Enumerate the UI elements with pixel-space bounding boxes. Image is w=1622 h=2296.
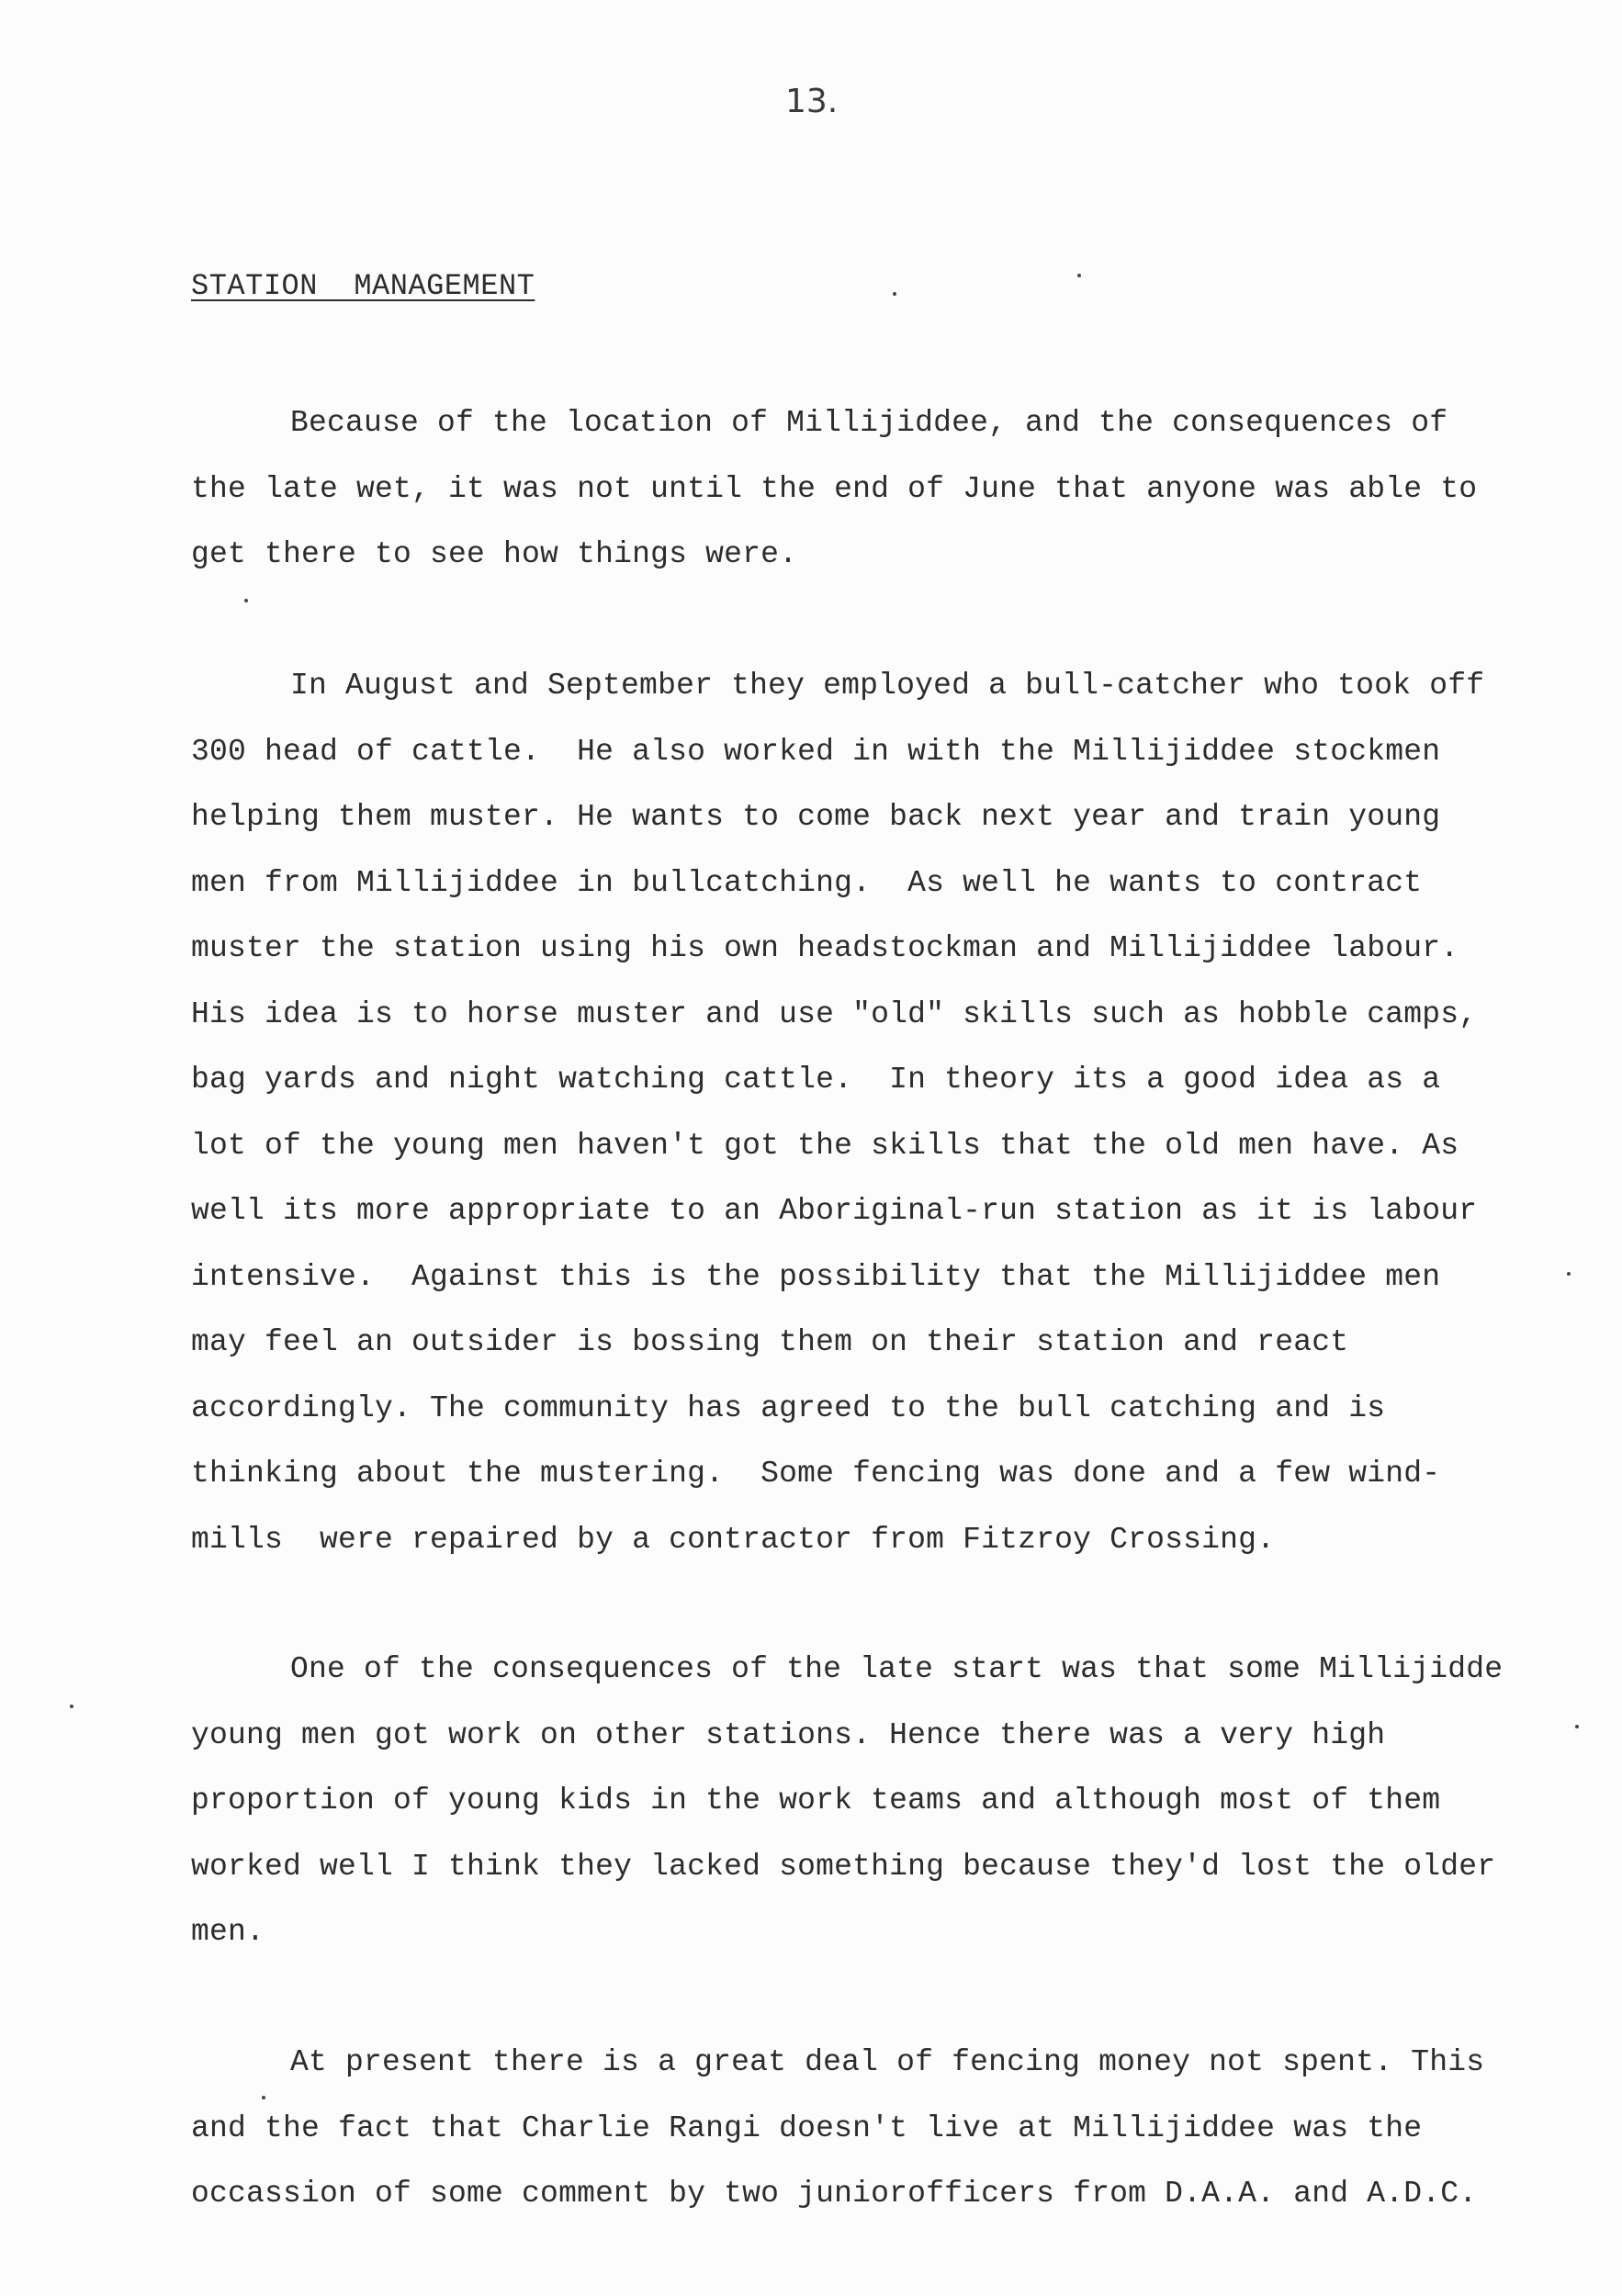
text-line: bag yards and night watching cattle. In theory its a good idea as a [191, 1063, 1441, 1097]
text-line: intensive. Against this is the possibility that the Millijiddee men [191, 1259, 1441, 1294]
scan-speck [1077, 274, 1081, 277]
text-line: proportion of young kids in the work teams and although most of them [191, 1784, 1441, 1818]
text-line: young men got work on other stations. Hence there was a very high [191, 1717, 1386, 1752]
text-line: 300 head of cattle. He also worked in with the Millijiddee stockmen [191, 734, 1441, 769]
paragraph-3 [191, 1637, 1587, 1965]
page-number: 13. [785, 83, 839, 120]
text-line: occassion of some comment by two juniorofficers from D.A.A. and A.D.C. [191, 2177, 1478, 2211]
text-line: worked well I think they lacked something because they'd lost the older [191, 1849, 1496, 1884]
text-line: muster the station using his own headstockman and Millijiddee labour. [191, 931, 1459, 965]
text-line: accordingly. The community has agreed to the bull catching and is [191, 1390, 1386, 1425]
text-line: men from Millijiddee in bullcatching. As well he wants to contract [191, 865, 1423, 900]
text-line: the late wet, it was not until the end of June that anyone was able to [191, 471, 1478, 506]
text-line: mills were repaired by a contractor from Fitzroy Crossing. [191, 1522, 1276, 1557]
text-line: Because of the location of Millijiddee, and the consequences of [290, 406, 1448, 440]
text-line: His idea is to horse muster and use "old" skills such as hobble camps, [191, 996, 1478, 1031]
text-line: well its more appropriate to an Aboriginal-run station as it is labour [191, 1194, 1478, 1228]
scan-speck [70, 1705, 73, 1708]
text-line: In August and September they employed a bull-catcher who took off [290, 669, 1485, 703]
scan-speck [262, 2096, 265, 2099]
paragraph-1 [191, 390, 1587, 588]
text-line: At present there is a great deal of fencing money not spent. This [290, 2045, 1485, 2079]
section-heading: STATION MANAGEMENT [191, 269, 535, 303]
scan-speck [1567, 1272, 1571, 1276]
text-line: thinking about the mustering. Some fencing was done and a few wind- [191, 1457, 1441, 1491]
text-line: get there to see how things were. [191, 537, 798, 571]
scan-speck [893, 292, 896, 296]
paragraph-4 [191, 2030, 1587, 2227]
paragraph-2 [191, 653, 1587, 1572]
text-line: and the fact that Charlie Rangi doesn't live at Millijiddee was the [191, 2110, 1423, 2145]
text-line: may feel an outsider is bossing them on their station and react [191, 1325, 1349, 1359]
scan-speck [244, 599, 248, 602]
text-line: men. [191, 1915, 265, 1949]
text-line: helping them muster. He wants to come back next year and train young [191, 800, 1441, 834]
text-line: lot of the young men haven't got the skills that the old men have. As [191, 1128, 1459, 1163]
text-line: One of the consequences of the late start was that some Millijidde [290, 1652, 1504, 1686]
scan-speck [1575, 1725, 1579, 1728]
